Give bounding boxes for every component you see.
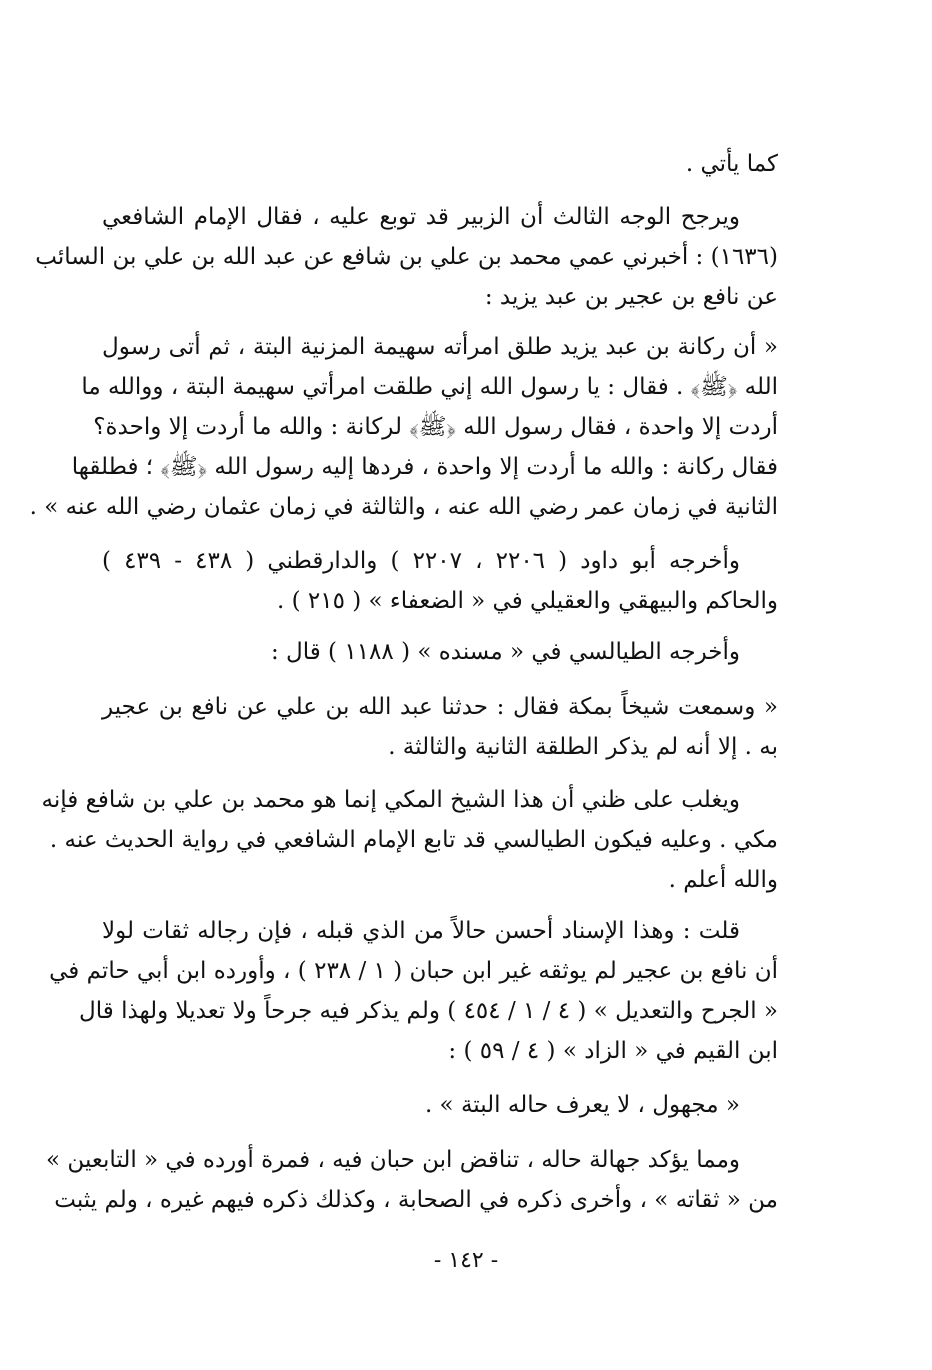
text-line: « مجهول ، لا يعرف حاله البتة » . — [424, 1092, 740, 1118]
text-line: قلت : وهذا الإسناد أحسن حالاً من الذي قبله ، فإن رجاله ثقات لولا — [102, 918, 740, 944]
paragraph-ibn-hibban — [46, 1140, 778, 1220]
text-line: (١٦٣٦) : أخبرني عمي محمد بن علي بن شافع عن عبد الله بن علي بن السائب — [35, 244, 778, 270]
text-line: أن نافع بن عجير لم يوثقه غير ابن حبان ( ١ / ٢٣٨ ) ، وأورده ابن أبي حاتم في — [49, 958, 778, 984]
text-line: الثانية في زمان عمر رضي الله عنه ، والثالثة في زمان عثمان رضي الله عنه » . — [29, 494, 778, 520]
paragraph-opinion — [41, 780, 778, 900]
text-line: والله أعلم . — [668, 867, 778, 893]
text-line: « أن ركانة بن عبد يزيد طلق امرأته سهيمة المزنية البتة ، ثم أتى رسول — [102, 334, 778, 360]
paragraph-hadith-text — [29, 327, 778, 527]
text-line: والحاكم والبيهقي والعقيلي في « الضعفاء » ( ٢١٥ ) . — [276, 588, 778, 614]
text-line: من « ثقاته » ، وأخرى ذكره في الصحابة ، وكذلك ذكره فيهم غيره ، ولم يثبت — [54, 1187, 778, 1213]
paragraph-quote-makkah — [102, 687, 778, 767]
paragraph-takhrij — [102, 541, 778, 621]
text-line: الله ﴿ﷺ﴾ . فقال : يا رسول الله إني طلقت امرأتي سهيمة البتة ، ووالله ما — [81, 374, 778, 400]
text-line: « الجرح والتعديل » ( ٤ / ١ / ٤٥٤ ) ولم يذكر فيه جرحاً ولا تعديلا ولهذا قال — [79, 998, 778, 1024]
paragraph-tayalisi — [102, 632, 778, 672]
text-line: عن نافع بن عجير بن عبد يزيد : — [484, 284, 778, 310]
text-line: « وسمعت شيخاً بمكة فقال : حدثنا عبد الله بن علي عن نافع بن عجير — [102, 694, 778, 720]
paragraph-shafii-narration — [35, 197, 778, 317]
text-line: ابن القيم في « الزاد » ( ٤ / ٥٩ ) : — [448, 1038, 778, 1064]
text-line: فقال ركانة : والله ما أردت إلا واحدة ، فردها إليه رسول الله ﴿ﷺ﴾ ؛ فطلقها — [71, 454, 778, 480]
text-line: وأخرجه أبو داود ( ٢٢٠٦ ، ٢٢٠٧ ) والدارقطني ( ٤٣٨ - ٤٣٩ ) — [102, 548, 740, 574]
text-line: ويغلب على ظني أن هذا الشيخ المكي إنما هو محمد بن علي بن شافع فإنه — [41, 787, 740, 813]
paragraph-intro — [102, 144, 778, 184]
text-line: وأخرجه الطيالسي في « مسنده » ( ١١٨٨ ) قال : — [270, 639, 740, 665]
text-line: أردت إلا واحدة ، فقال رسول الله ﴿ﷺ﴾ لركانة : والله ما أردت إلا واحدة؟ — [93, 414, 778, 440]
text-line: ويرجح الوجه الثالث أن الزبير قد توبع عليه ، فقال الإمام الشافعي — [102, 204, 740, 230]
text-line: به . إلا أنه لم يذكر الطلقة الثانية والثالثة . — [388, 734, 778, 760]
text-line: ومما يؤكد جهالة حاله ، تناقض ابن حبان فيه ، فمرة أورده في « التابعين » — [46, 1147, 740, 1173]
paragraph-quote-majhul — [102, 1085, 778, 1125]
page-number: - ١٤٢ - — [433, 1248, 499, 1273]
text-line: مكي . وعليه فيكون الطيالسي قد تابع الإمام الشافعي في رواية الحديث عنه . — [49, 827, 778, 853]
paragraph-isnad-assessment — [49, 911, 778, 1071]
text-line: كما يأتي . — [685, 151, 778, 177]
